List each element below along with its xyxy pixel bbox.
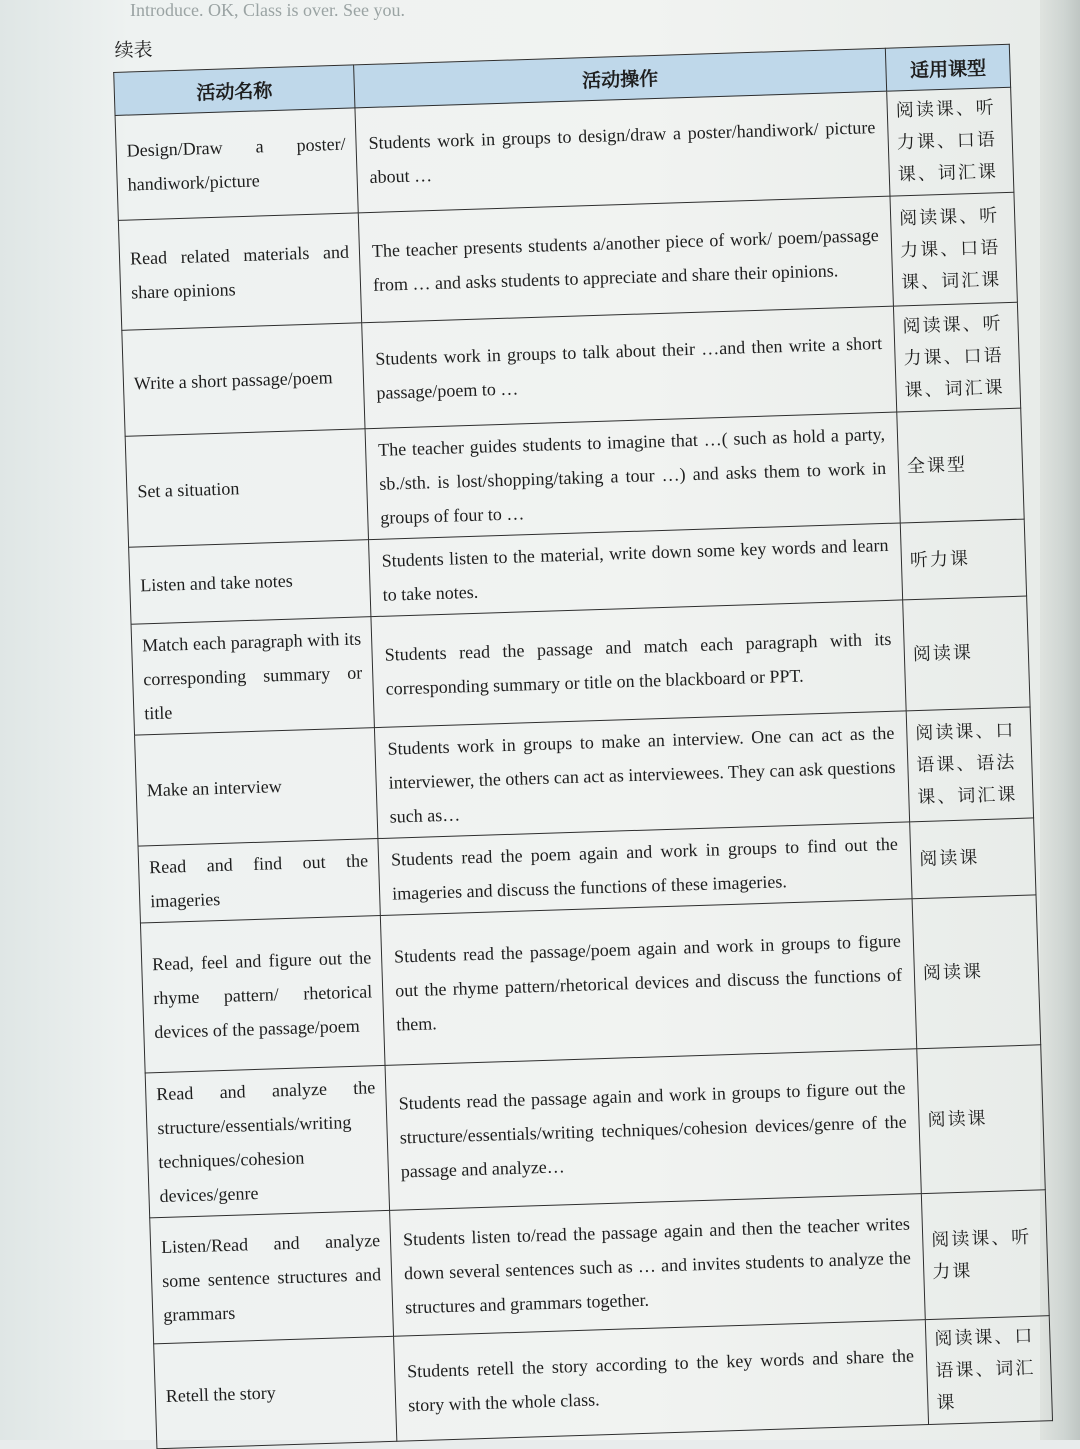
activity-name: Read and analyze the structure/essentials/writing techniques/cohesion devices/genre (145, 1065, 389, 1217)
activity-operation: The teacher guides students to imagine that …( such as hold a party, sb./sth. is lost/shopping/taking a tour …) and asks them to work in groups of four to … (365, 412, 900, 540)
header-activity-name: 活动名称 (114, 65, 355, 116)
activity-table (113, 44, 1053, 1449)
lesson-types: 阅读课 (910, 818, 1036, 899)
lesson-types: 阅读课、听力课、口语课、词汇课 (887, 87, 1014, 196)
lesson-types: 阅读课、听力课、口语课、词汇课 (893, 302, 1020, 412)
activity-name: Design/Draw a poster/ handiwork/picture (115, 108, 358, 220)
activity-name: Retell the story (154, 1336, 397, 1448)
activity-operation: Students listen to the material, write down some key words and learn to take notes. (369, 523, 903, 617)
activity-name: Read related materials and share opinions (118, 213, 361, 330)
activity-operation: Students work in groups to talk about their …and then write a short passage/poem to … (362, 306, 897, 429)
activity-name: Listen and take notes (129, 540, 371, 625)
activity-operation: The teacher presents students a/another piece of work/ poem/passage from … and asks students to appreciate and share their opinions. (358, 196, 893, 323)
lesson-types: 阅读课、听力课、口语课、词汇课 (890, 192, 1017, 306)
header-lesson-type: 适用课型 (885, 44, 1010, 91)
activity-name: Listen/Read and analyze some sentence structures and grammars (150, 1210, 394, 1343)
continued-label: 续表 (114, 39, 153, 62)
lesson-types: 听力课 (900, 519, 1026, 600)
table-row (140, 895, 1040, 1073)
activity-name: Write a short passage/poem (122, 323, 365, 436)
activity-name: Read and find out the imageries (138, 839, 380, 924)
activity-operation: Students work in groups to design/draw a poster/handiwork/ picture about … (355, 91, 890, 213)
activity-name: Match each paragraph with its corresponding summary or title (131, 617, 374, 735)
activity-name: Make an interview (135, 728, 378, 846)
bleed-through-text: Introduce. OK, Class is over. See you. (130, 0, 405, 20)
lesson-types: 阅读课 (912, 895, 1041, 1049)
table-sheet (112, 6, 1049, 1416)
lesson-types: 阅读课 (903, 596, 1030, 711)
lesson-types: 阅读课 (917, 1045, 1045, 1194)
activity-name: Set a situation (125, 429, 368, 547)
lesson-types: 阅读课、听力课 (921, 1190, 1049, 1320)
table-row (145, 1045, 1045, 1218)
activity-operation: Students read the passage/poem again and work in groups to figure out the rhyme pattern/rhetorical devices and discuss the functions of them. (380, 899, 916, 1066)
activity-operation: Students retell the story according to the key words and share the story with the whole class. (394, 1320, 929, 1442)
activity-operation: Students listen to/read the passage again and then the teacher writes down several sentences such as … and invites students to analyze the structures and grammars together. (390, 1194, 926, 1337)
activity-operation: Students read the passage again and work in groups to figure out the structure/essentials/writing techniques/cohesion devices/genre of the passage and analyze… (385, 1049, 921, 1211)
lesson-types: 全课型 (897, 408, 1024, 523)
activity-operation: Students read the poem again and work in groups to find out the imageries and discuss the functions of these imageries. (378, 822, 912, 916)
activity-operation: Students work in groups to make an interview. One can act as the interviewer, the others can act as interviewees. They can ask questions such as… (374, 711, 909, 839)
lesson-types: 阅读课、口语课、词汇课 (925, 1316, 1052, 1425)
lesson-types: 阅读课、口语课、语法课、词汇课 (906, 707, 1033, 822)
header-activity-operation: 活动操作 (354, 48, 887, 108)
activity-name: Read, feel and figure out the rhyme pattern/ rhetorical devices of the passage/poem (140, 916, 385, 1073)
activity-operation: Students read the passage and match each paragraph with its corresponding summary or title on the blackboard or PPT. (371, 600, 906, 728)
